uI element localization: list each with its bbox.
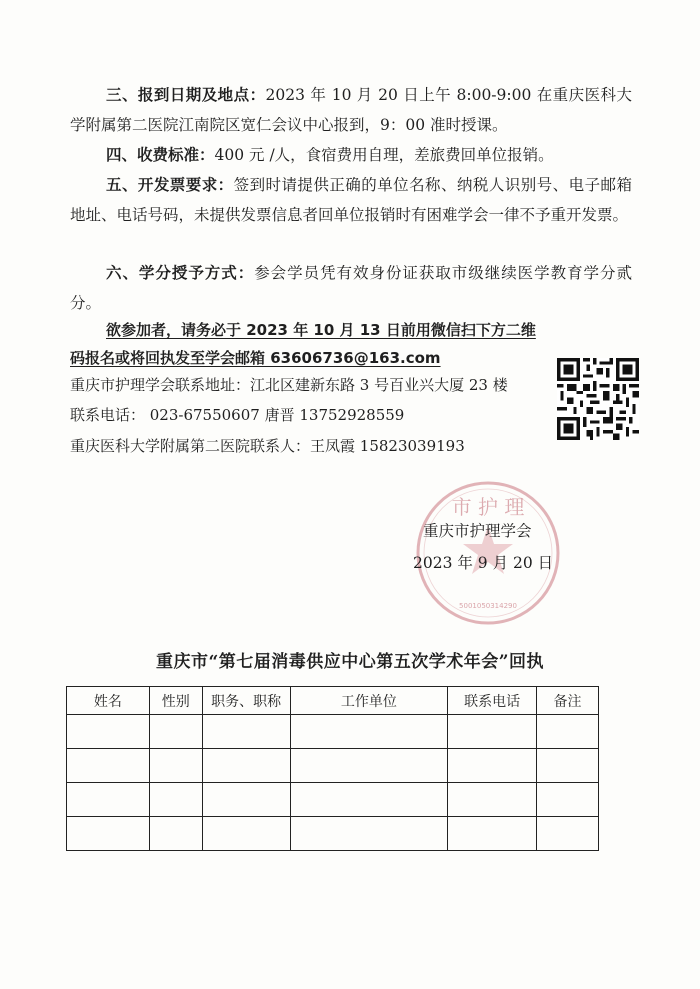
contact-hospital: 重庆医科大学附属第二医院联系人：王凤霞 15823039193 — [70, 437, 465, 455]
signature-organization: 重庆市护理学会 — [423, 522, 532, 540]
column-header-gender: 性别 — [149, 687, 202, 715]
section-text: 签到时请提供正确的单位名称、纳税人识别号、电子邮箱地址、电话号码，未提供发票信息者回单位报销时有困难学会一律不予重开发票。 — [70, 176, 632, 224]
column-header-phone: 联系电话 — [448, 687, 537, 715]
table-cell[interactable] — [290, 715, 448, 749]
table-cell[interactable] — [290, 817, 448, 851]
table-cell[interactable] — [537, 817, 599, 851]
section-label: 六、学分授予方式： — [106, 264, 255, 282]
table-cell[interactable] — [290, 749, 448, 783]
section-credits — [70, 258, 632, 318]
table-cell[interactable] — [290, 783, 448, 817]
receipt-table — [66, 686, 599, 851]
table-cell[interactable] — [537, 715, 599, 749]
table-cell[interactable] — [537, 749, 599, 783]
table-row — [67, 715, 599, 749]
table-cell[interactable] — [448, 715, 537, 749]
section-fee — [70, 140, 632, 170]
table-row — [67, 749, 599, 783]
section-label: 三、报到日期及地点： — [106, 86, 266, 104]
table-cell[interactable] — [67, 715, 150, 749]
table-cell[interactable] — [448, 817, 537, 851]
section-text: 400 元 /人，食宿费用自理，差旅费回单位报销。 — [214, 146, 554, 164]
section-text: 2023 年 10 月 20 日上午 8:00-9:00 在重庆医科大学附属第二医院江南院区宽仁会议中心报到，9：00 准时授课。 — [70, 86, 632, 134]
section-text: 参会学员凭有效身份证获取市级继续医学教育学分贰分。 — [70, 264, 632, 312]
section-invoice — [70, 170, 632, 230]
contact-phone: 联系电话： 023-67550607 唐晋 13752928559 — [70, 406, 405, 424]
table-row — [67, 817, 599, 851]
section-label: 五、开发票要求： — [106, 176, 234, 194]
signature-date: 2023 年 9 月 20 日 — [413, 554, 554, 572]
notice-text: 欲参加者，请务必于 2023 年 10 月 13 日前用微信扫下方二维码报名或将回执发至学会邮箱 63606736@163.com — [70, 321, 536, 367]
registration-notice — [70, 316, 550, 372]
table-cell[interactable] — [149, 783, 202, 817]
table-cell[interactable] — [149, 749, 202, 783]
seal-number: 5001050314290 — [459, 602, 517, 610]
table-cell[interactable] — [149, 817, 202, 851]
table-cell[interactable] — [202, 749, 290, 783]
column-header-remarks: 备注 — [537, 687, 599, 715]
registration-qr-code-icon[interactable] — [557, 358, 639, 440]
table-cell[interactable] — [67, 783, 150, 817]
column-header-name: 姓名 — [67, 687, 150, 715]
table-cell[interactable] — [67, 749, 150, 783]
seal-text: 市 护 理 — [451, 495, 525, 519]
table-cell[interactable] — [67, 817, 150, 851]
receipt-form-title: 重庆市“第七届消毒供应中心第五次学术年会”回执 — [155, 652, 545, 672]
table-cell[interactable] — [202, 783, 290, 817]
column-header-title: 职务、职称 — [202, 687, 290, 715]
table-header-row — [67, 687, 599, 715]
table-cell[interactable] — [202, 817, 290, 851]
section-label: 四、收费标准： — [106, 146, 215, 164]
table-cell[interactable] — [537, 783, 599, 817]
section-registration — [70, 80, 632, 140]
table-cell[interactable] — [448, 783, 537, 817]
table-cell[interactable] — [149, 715, 202, 749]
table-row — [67, 783, 599, 817]
table-cell[interactable] — [202, 715, 290, 749]
column-header-workplace: 工作单位 — [290, 687, 448, 715]
table-cell[interactable] — [448, 749, 537, 783]
contact-address: 重庆市护理学会联系地址：江北区建新东路 3 号百业兴大厦 23 楼 — [70, 376, 508, 394]
